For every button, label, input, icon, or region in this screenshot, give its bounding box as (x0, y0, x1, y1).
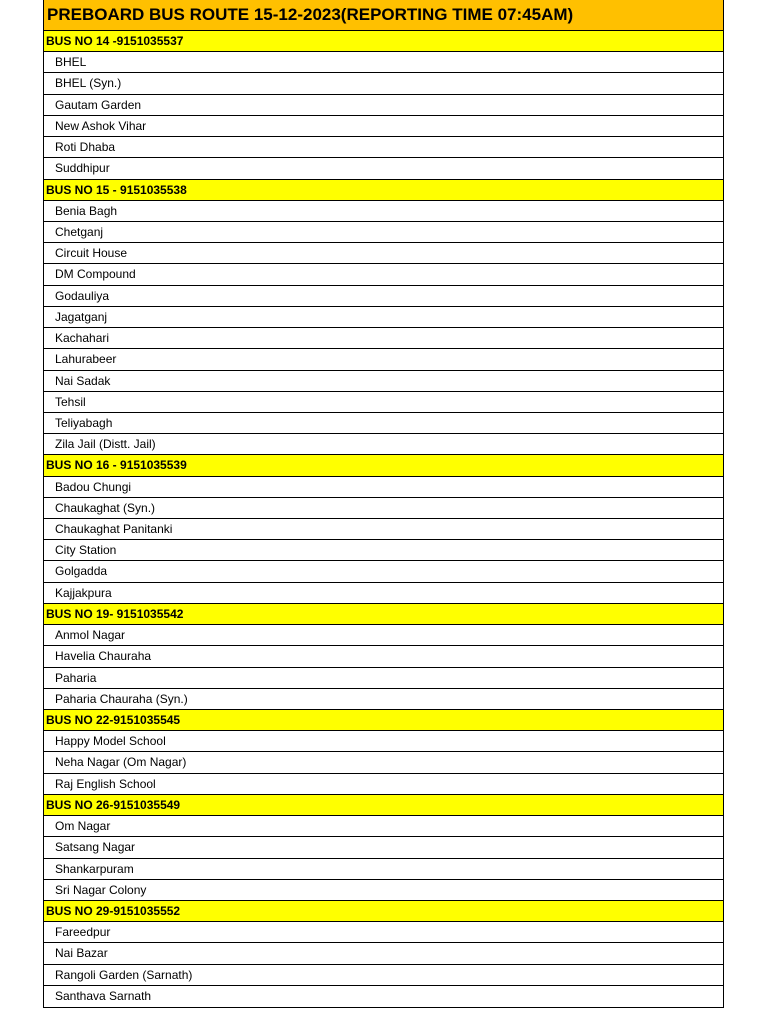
stop-row: Satsang Nagar (44, 837, 723, 858)
stop-row: Havelia Chauraha (44, 646, 723, 667)
stop-row: Raj English School (44, 774, 723, 795)
stop-row: Fareedpur (44, 922, 723, 943)
bus-header-row: BUS NO 22-9151035545 (44, 710, 723, 731)
stop-row: Kajjakpura (44, 583, 723, 604)
stop-row: DM Compound (44, 264, 723, 285)
stop-row: BHEL (Syn.) (44, 73, 723, 94)
stop-row: Godauliya (44, 286, 723, 307)
stop-row: Golgadda (44, 561, 723, 582)
stop-row: Chaukaghat Panitanki (44, 519, 723, 540)
sheet-title: PREBOARD BUS ROUTE 15-12-2023(REPORTING TIME 07:45AM) (44, 0, 723, 31)
stop-row: Jagatganj (44, 307, 723, 328)
stop-row: BHEL (44, 52, 723, 73)
stop-row: Paharia Chauraha (Syn.) (44, 689, 723, 710)
bus-header-row: BUS NO 29-9151035552 (44, 901, 723, 922)
stop-row: Lahurabeer (44, 349, 723, 370)
stop-row: Tehsil (44, 392, 723, 413)
stop-row: Chetganj (44, 222, 723, 243)
stop-row: City Station (44, 540, 723, 561)
route-table (44, 31, 723, 1007)
stop-row: Gautam Garden (44, 95, 723, 116)
stop-row: Zila Jail (Distt. Jail) (44, 434, 723, 455)
stop-row: Kachahari (44, 328, 723, 349)
bus-header-row: BUS NO 14 -9151035537 (44, 31, 723, 52)
stop-row: Shankarpuram (44, 859, 723, 880)
bus-header-row: BUS NO 16 - 9151035539 (44, 455, 723, 476)
stop-row: Nai Bazar (44, 943, 723, 964)
stop-row: Nai Sadak (44, 371, 723, 392)
stop-row: Suddhipur (44, 158, 723, 179)
stop-row: Sri Nagar Colony (44, 880, 723, 901)
stop-row: Circuit House (44, 243, 723, 264)
bus-header-row: BUS NO 19- 9151035542 (44, 604, 723, 625)
stop-row: Chaukaghat (Syn.) (44, 498, 723, 519)
bus-header-row: BUS NO 15 - 9151035538 (44, 180, 723, 201)
stop-row: New Ashok Vihar (44, 116, 723, 137)
stop-row: Rangoli Garden (Sarnath) (44, 965, 723, 986)
stop-row: Roti Dhaba (44, 137, 723, 158)
stop-row: Benia Bagh (44, 201, 723, 222)
stop-row: Santhava Sarnath (44, 986, 723, 1007)
bus-route-sheet (43, 0, 724, 1008)
stop-row: Anmol Nagar (44, 625, 723, 646)
stop-row: Badou Chungi (44, 477, 723, 498)
bus-header-row: BUS NO 26-9151035549 (44, 795, 723, 816)
stop-row: Happy Model School (44, 731, 723, 752)
stop-row: Om Nagar (44, 816, 723, 837)
stop-row: Teliyabagh (44, 413, 723, 434)
stop-row: Neha Nagar (Om Nagar) (44, 752, 723, 773)
stop-row: Paharia (44, 668, 723, 689)
